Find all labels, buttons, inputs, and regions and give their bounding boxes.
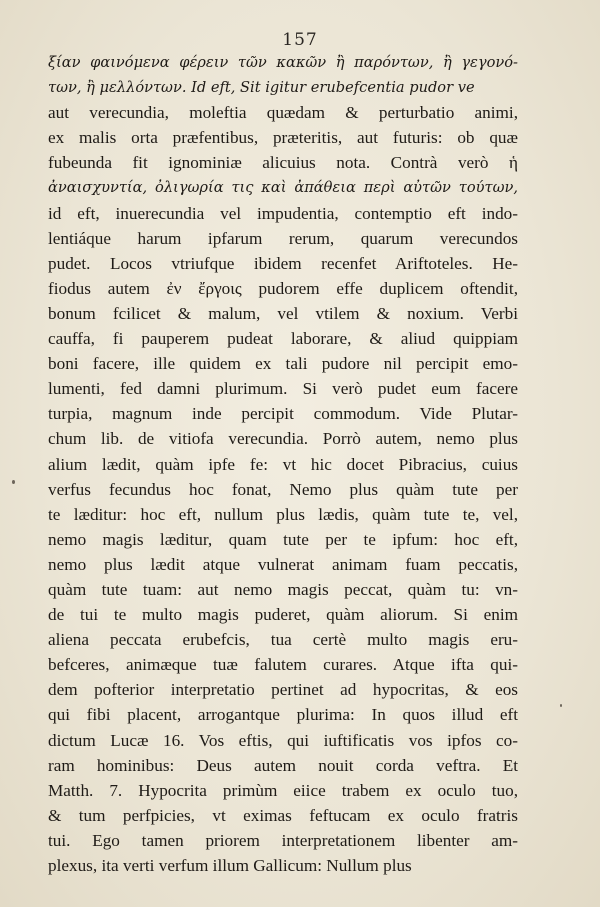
paper-speck [12, 480, 15, 484]
text-line: cauffa, fi pauperem pudeat laborare, & aliud quippiam [48, 329, 518, 349]
text-line: ex malis orta præfentibus, præteritis, aut futuris: ob quæ [48, 128, 518, 148]
text-line: de tui te multo magis puderet, quàm aliorum. Si enim [48, 605, 518, 625]
text-line: ἀναισχυντία, ὀλιγωρία τις καὶ ἀπάθεια περὶ αὐτῶν τούτων, [48, 179, 518, 197]
text-line: lentiáque harum ipfarum rerum, quarum verecundos [48, 228, 518, 248]
text-line: verfus fecundus hoc fonat, Nemo plus quàm tute per [48, 479, 518, 499]
text-line: ξίαν φαινόμενα φέρειν τῶν κακῶν ἢ παρόντων, ἢ γεγονό- [48, 54, 518, 71]
text-line: boni facere, ille quidem ex tali pudore nil percipit emo- [48, 354, 518, 374]
text-line: pudet. Locos vtriufque ibidem recenfet Ariftoteles. He- [48, 253, 518, 273]
text-line: των, ἢ μελλόντων. Id eft, Sit igitur erubefcentia pudor ve [48, 79, 475, 97]
text-line: aut verecundia, moleftia quædam & perturbatio animi, [48, 103, 518, 123]
text-line: dictum Lucæ 16. Vos eftis, qui iuftificatis vos ipfos co- [48, 730, 518, 750]
text-line: befceres, animæque tuæ falutem curares. Atque ifta qui- [48, 655, 518, 675]
text-line: te læditur: hoc eft, nullum plus lædis, quàm tute te, vel, [48, 504, 518, 524]
text-line: dem pofterior interpretatio pertinet ad hypocritas, & eos [48, 680, 518, 700]
text-line: ram hominibus: Deus autem nouit corda veftra. Et [48, 755, 518, 775]
text-line: turpia, magnum inde percipit commodum. Vide Plutar- [48, 404, 518, 424]
text-line: nemo magis læditur, quam tute per te ipfum: hoc eft, [48, 529, 518, 549]
text-line: fiodus autem ἐν ἔργοις pudorem effe duplicem oftendit, [48, 278, 518, 298]
text-line: lumenti, fed damni plurimum. Si verò pudet eum facere [48, 379, 518, 399]
text-line: id eft, inuerecundia vel impudentia, contemptio eft indo- [48, 203, 518, 223]
text-line: Matth. 7. Hypocrita primùm eiice trabem ex oculo tuo, [48, 780, 518, 800]
text-line: chum lib. de vitiofa verecundia. Porrò autem, nemo plus [48, 429, 518, 449]
text-line: tui. Ego tamen priorem interpretationem libenter am- [48, 830, 518, 850]
text-line: bonum fcilicet & malum, vel vtilem & noxium. Verbi [48, 303, 518, 323]
paper-speck [560, 704, 562, 707]
text-line: quàm tute tuam: aut nemo magis peccat, quàm tu: vn- [48, 579, 518, 599]
body-text [48, 50, 568, 878]
text-line: fubeunda fit ignominiæ alicuius nota. Contrà verò ἡ [48, 153, 518, 173]
page-number: 157 [282, 30, 318, 50]
text-line: aliena peccata erubefcis, tua certè multo magis eru- [48, 630, 518, 650]
text-line: nemo plus lædit atque vulnerat animam fuam peccatis, [48, 554, 518, 574]
text-line: qui fibi placent, arrogantque plurima: In quos illud eft [48, 705, 518, 725]
text-line: alium lædit, quàm ipfe fe: vt hic docet Pibracius, cuius [48, 454, 518, 474]
text-line: plexus, ita verti verfum illum Gallicum: Nullum plus [48, 856, 412, 875]
text-line: & tum perfpicies, vt eximas feftucam ex oculo fratris [48, 805, 518, 825]
